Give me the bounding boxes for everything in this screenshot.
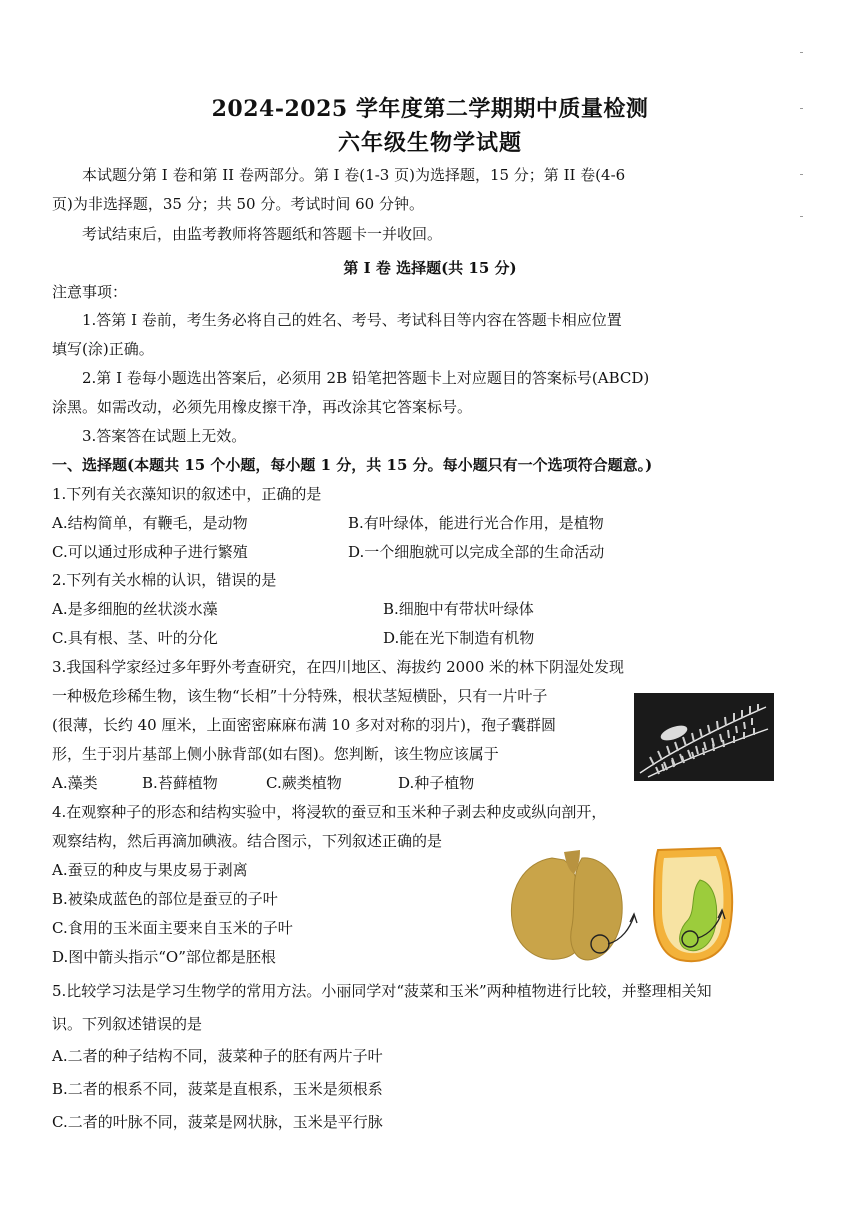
q2-option-a: A.是多细胞的丝状淡水藻 (52, 600, 218, 618)
note-2a: 2.第 I 卷每小题选出答案后，必须用 2B 铅笔把答题卡上对应题目的答案标号(ABCD) (82, 369, 650, 387)
section-title: 第 I 卷 选择题(共 15 分) (343, 259, 517, 277)
intro-line-2: 页)为非选择题，35 分；共 50 分。考试时间 60 分钟。 (52, 195, 424, 213)
exam-subtitle: 六年级生物学试题 (337, 130, 522, 156)
note-1a: 1.答第 I 卷前，考生务必将自己的姓名、考号、考试科目等内容在答题卡相应位置 (82, 311, 622, 329)
q1-option-d: D.一个细胞就可以完成全部的生命活动 (348, 543, 605, 561)
q2-stem: 2.下列有关水棉的认识，错误的是 (52, 571, 277, 589)
q3-line-4: 形，生于羽片基部上侧小脉背部(如右图)。您判断，该生物应该属于 (52, 745, 499, 763)
intro-line-1: 本试题分第 I 卷和第 II 卷两部分。第 I 卷(1-3 页)为选择题，15 分；第 II 卷(4-6 (82, 166, 626, 184)
q4-option-d: D.图中箭头指示“O”部位都是胚根 (52, 948, 276, 966)
q4-option-a: A.蚕豆的种皮与果皮易于剥离 (52, 861, 248, 879)
exam-title: 2024-2025 学年度第二学期期中质量检测 (211, 96, 649, 122)
q5-line-2: 识。下列叙述错误的是 (52, 1015, 203, 1033)
q1-stem: 1.下列有关衣藻知识的叙述中，正确的是 (52, 485, 322, 503)
q3-option-b: B.苔藓植物 (142, 774, 218, 792)
part1-heading: 一、选择题(本题共 15 个小题，每小题 1 分，共 15 分。每小题只有一个选项符合题意。) (52, 456, 653, 474)
q1-option-a: A.结构简单，有鞭毛，是动物 (52, 514, 248, 532)
q1-option-b: B.有叶绿体，能进行光合作用，是植物 (348, 514, 604, 532)
note-2b: 涂黑。如需改动，必须先用橡皮擦干净，再改涂其它答案标号。 (52, 398, 473, 416)
broad-bean-illustration (511, 850, 637, 960)
note-3: 3.答案答在试题上无效。 (82, 427, 247, 445)
q4-line-1: 4.在观察种子的形态和结构实验中，将浸软的蚕豆和玉米种子剥去种皮或纵向剖开， (52, 803, 607, 821)
fern-leaf-figure (634, 693, 774, 781)
q4-option-b: B.被染成蓝色的部位是蚕豆的子叶 (52, 890, 278, 908)
q5-option-b: B.二者的根系不同，菠菜是直根系，玉米是须根系 (52, 1080, 383, 1098)
q4-option-c: C.食用的玉米面主要来自玉米的子叶 (52, 919, 293, 937)
q5-line-1: 5.比较学习法是学习生物学的常用方法。小丽同学对“菠菜和玉米”两种植物进行比较，并整理相关知 (52, 982, 712, 1000)
intro-line-3: 考试结束后，由监考教师将答题纸和答题卡一并收回。 (82, 225, 443, 243)
q2-option-c: C.具有根、茎、叶的分化 (52, 629, 218, 647)
q3-line-3: (很薄，长约 40 厘米，上面密密麻麻布满 10 多对对称的羽片)，孢子囊群圆 (52, 716, 556, 734)
q2-option-b: B.细胞中有带状叶绿体 (383, 600, 534, 618)
q4-line-2: 观察结构，然后再滴加碘液。结合图示，下列叙述正确的是 (52, 832, 443, 850)
q3-option-c: C.蕨类植物 (266, 774, 342, 792)
q3-option-d: D.种子植物 (398, 774, 475, 792)
q3-option-a: A.藻类 (52, 774, 98, 792)
q1-option-c: C.可以通过形成种子进行繁殖 (52, 543, 248, 561)
corn-kernel-illustration (654, 848, 732, 961)
q5-option-c: C.二者的叶脉不同，菠菜是网状脉，玉米是平行脉 (52, 1113, 383, 1131)
notes-heading: 注意事项： (52, 283, 128, 301)
q2-option-d: D.能在光下制造有机物 (383, 629, 535, 647)
note-1b: 填写(涂)正确。 (52, 340, 154, 358)
q3-line-1: 3.我国科学家经过多年野外考查研究，在四川地区、海拔约 2000 米的林下阴湿处发现 (52, 658, 625, 676)
seed-structure-figure (504, 840, 744, 968)
q5-option-a: A.二者的种子结构不同，菠菜种子的胚有两片子叶 (52, 1047, 383, 1065)
q3-line-2: 一种极危珍稀生物，该生物“长相”十分特殊，根状茎短横卧，只有一片叶子 (52, 687, 548, 705)
